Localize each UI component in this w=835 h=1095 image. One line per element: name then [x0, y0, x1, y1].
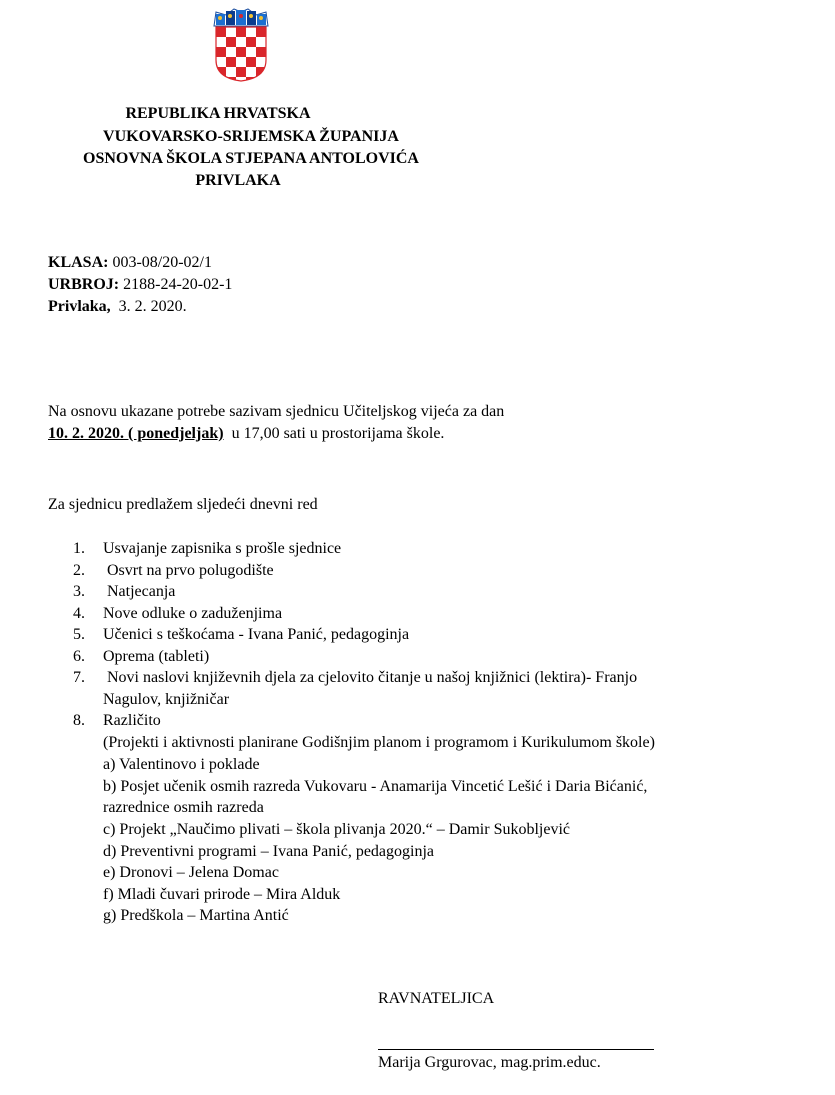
header-line-4: PRIVLAKA — [195, 172, 281, 189]
sub-item: a) Valentinovo i poklade — [103, 756, 260, 773]
sub-item: e) Dronovi – Jelena Domac — [103, 864, 279, 881]
klasa-value: 003-08/20-02/1 — [112, 254, 212, 271]
sub-item: (Projekti i aktivnosti planirane Godišnjim planom i programom i Kurikulumom škole) — [103, 734, 655, 751]
agenda-list — [73, 538, 637, 732]
sub-item: c) Projekt „Naučimo plivati – škola plivanja 2020.“ – Damir Sukobljević — [103, 821, 571, 838]
header-line-1: REPUBLIKA HRVATSKA — [125, 105, 311, 122]
list-item: 7. Novi naslovi književnih djela za cjelovito čitanje u našoj knjižnici (lektira)- Franjo — [73, 669, 638, 686]
intro-line-2-rest: u 17,00 sati u prostorijama škole. — [231, 425, 445, 442]
sub-item: f) Mladi čuvari prirode – Mira Alduk — [103, 886, 341, 903]
list-item: 5. Učenici s teškoćama - Ivana Panić, pedagoginja — [73, 626, 410, 643]
list-item: Nagulov, knjižničar — [103, 690, 230, 708]
sub-item: d) Preventivni programi – Ivana Panić, pedagoginja — [103, 843, 435, 860]
signature-title: RAVNATELJICA — [378, 990, 495, 1007]
header-line-2: VUKOVARSKO-SRIJEMSKA ŽUPANIJA — [103, 128, 399, 145]
list-item: 1. Usvajanje zapisnika s prošle sjednice — [73, 540, 342, 557]
urbroj-label: URBROJ: — [48, 276, 120, 293]
agenda-lead: Za sjednicu predlažem sljedeći dnevni red — [48, 496, 318, 513]
urbroj-value: 2188-24-20-02-1 — [123, 276, 233, 293]
list-item: 3. Natjecanja — [73, 583, 176, 600]
date-value: 3. 2. 2020. — [118, 298, 187, 315]
intro-line-1: Na osnovu ukazane potrebe sazivam sjednicu Učiteljskog vijeća za dan — [48, 403, 505, 420]
klasa-label: KLASA: — [48, 254, 109, 271]
intro-paragraph — [48, 401, 504, 445]
list-item: 2. Osvrt na prvo polugodište — [73, 561, 274, 579]
header-line-3: OSNOVNA ŠKOLA STJEPANA ANTOLOVIĆA — [83, 150, 419, 167]
document-meta — [48, 252, 232, 318]
list-item: 6. Oprema (tableti) — [73, 647, 210, 665]
sub-item: b) Posjet učenik osmih razreda Vukovaru - Anamarija Vincetić Lešić i Daria Bićanić, — [103, 778, 648, 795]
signature-line — [378, 1049, 654, 1050]
klasa-row — [48, 252, 232, 274]
meeting-date: 10. 2. 2020. ( ponedjeljak) — [48, 425, 224, 442]
place-label: Privlaka, — [48, 298, 111, 315]
list-item: 4. Nove odluke o zaduženjima — [73, 604, 283, 622]
list-item: 8. Različito — [73, 712, 161, 729]
place-date-row — [48, 296, 232, 318]
signature-name: Marija Grgurovac, mag.prim.educ. — [378, 1054, 601, 1071]
crown — [214, 9, 268, 26]
urbroj-row — [48, 274, 232, 296]
intro-line-2 — [48, 423, 504, 445]
coat-of-arms-emblem — [210, 6, 272, 82]
sub-item: g) Predškola – Martina Antić — [103, 907, 289, 924]
sub-item: razrednice osmih razreda — [103, 799, 264, 816]
